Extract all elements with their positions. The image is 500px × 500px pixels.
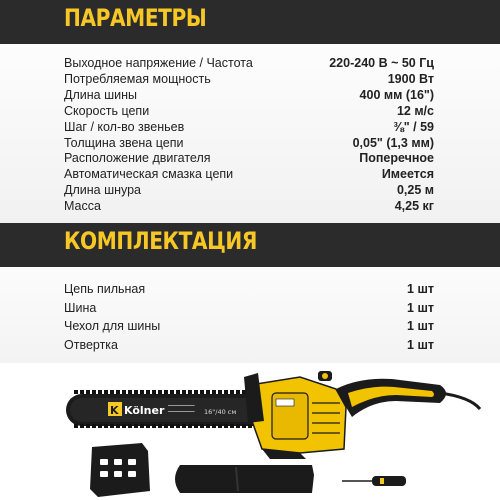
chain-tooth (146, 390, 150, 394)
chain-tooth (74, 390, 78, 394)
svg-text:═══════════: ═══════════ (168, 403, 195, 408)
chain-tooth (200, 424, 204, 428)
chain-tooth (218, 424, 222, 428)
chain-tooth (230, 424, 234, 428)
chain-tooth (218, 390, 222, 394)
spec-value: Поперечное (359, 151, 434, 166)
chain-tooth (164, 424, 168, 428)
chain-tooth (122, 424, 126, 428)
power-cord (440, 393, 480, 409)
spec-label: Выходное напряжение / Частота (64, 56, 253, 70)
kit-item-row (0, 282, 500, 298)
chain-tooth (80, 424, 84, 428)
kit-item-row (0, 319, 500, 335)
chain-tooth (176, 390, 180, 394)
spec-row (0, 183, 500, 199)
chain-tooth (176, 424, 180, 428)
kit-item-value: 1 шт (407, 282, 434, 296)
spec-row (0, 120, 500, 136)
chain-tooth (182, 424, 186, 428)
chain-tooth (80, 390, 84, 394)
chain-tooth (224, 424, 228, 428)
chain-tooth (206, 424, 210, 428)
kit-item-row (0, 301, 500, 317)
guide-bar (66, 390, 268, 428)
params-header (0, 0, 500, 44)
kit-item-value: 1 шт (407, 319, 434, 333)
chain-tooth (116, 390, 120, 394)
kit-title: КОМПЛЕКТАЦИЯ (64, 227, 257, 255)
bar-length-marking: 16"/40 см (204, 408, 237, 416)
spec-row (0, 151, 500, 167)
chain-tooth (158, 424, 162, 428)
spec-value: ⅜" / 59 (393, 119, 434, 134)
chain-tooth (236, 424, 240, 428)
spec-label: Потребляемая мощность (64, 71, 211, 86)
kit-item-label: Чехол для шины (64, 319, 161, 333)
kit-item-value: 1 шт (407, 300, 434, 315)
spec-value: 12 м/с (396, 103, 434, 118)
chain-tooth (92, 424, 96, 428)
product-image (0, 363, 500, 500)
chain-tooth (158, 390, 162, 394)
spec-value: 4,25 кг (394, 199, 434, 214)
chain-tooth (200, 390, 204, 394)
kit-item-label: Шина (64, 300, 97, 315)
chain-tooth (224, 390, 228, 394)
chain-tooth (104, 424, 108, 428)
svg-text:═══════════: ═══════════ (168, 409, 195, 414)
chain-tooth (74, 424, 78, 428)
spec-row (0, 136, 500, 152)
kit-item-value: 1 шт (407, 337, 434, 352)
chain-tooth (152, 390, 156, 394)
chain-tooth (194, 424, 198, 428)
spec-label: Длина шнура (64, 183, 142, 198)
chain-tooth (134, 424, 138, 428)
chain-tooth (98, 390, 102, 394)
chain-tooth (170, 424, 174, 428)
chain-tooth (128, 424, 132, 428)
kit-item-row (0, 338, 500, 354)
saw-body (244, 371, 480, 459)
chain-tooth (110, 390, 114, 394)
chain-tooth (110, 424, 114, 428)
spec-label: Автоматическая смазка цепи (64, 167, 234, 182)
chain-tooth (164, 390, 168, 394)
chain-tooth (140, 424, 144, 428)
spec-label: Длина шины (64, 87, 137, 102)
spec-value: 400 мм (16") (359, 87, 434, 102)
svg-text:K: K (110, 404, 119, 417)
spec-label: Шаг / кол-во звеньев (64, 119, 185, 134)
spec-value: 0,25 м (396, 183, 434, 198)
brand-logo: Kölner (124, 404, 165, 417)
kit-header (0, 223, 500, 267)
spec-value: Имеется (381, 167, 434, 182)
chain-tooth (92, 390, 96, 394)
chain-tooth (242, 424, 246, 428)
bumper-plate (90, 443, 150, 497)
chain-tooth (140, 390, 144, 394)
chain-tooth (188, 424, 192, 428)
chain-tooth (182, 390, 186, 394)
chain-tooth (98, 424, 102, 428)
chain-tooth (122, 390, 126, 394)
spec-row (0, 167, 500, 183)
chain-tooth (152, 424, 156, 428)
chain-tooth (236, 390, 240, 394)
spec-row (0, 72, 500, 88)
chain-tooth (104, 390, 108, 394)
chain-tooth (146, 424, 150, 428)
spec-label: Расположение двигателя (64, 151, 211, 166)
chain-tooth (194, 390, 198, 394)
kit-item-label: Отвертка (64, 337, 118, 352)
chain-tooth (206, 390, 210, 394)
chain-tooth (128, 390, 132, 394)
chain-tooth (86, 390, 90, 394)
kit-item-label: Цепь пильная (64, 282, 146, 296)
chain-tooth (188, 390, 192, 394)
chain-tooth (170, 390, 174, 394)
chain-tooth (212, 390, 216, 394)
spec-row (0, 88, 500, 104)
screwdriver (342, 476, 406, 486)
spec-value: 0,05" (1,3 мм) (352, 135, 434, 150)
spec-label: Толщина звена цепи (64, 135, 184, 150)
chainsaw-illustration (0, 363, 500, 500)
chain-tooth (230, 390, 234, 394)
spec-row (0, 56, 500, 72)
bar-cover (175, 465, 314, 493)
spec-label: Скорость цепи (64, 103, 150, 118)
spec-label: Масса (64, 199, 101, 214)
spec-value: 220-240 В ~ 50 Гц (329, 56, 434, 70)
params-title: ПАРАМЕТРЫ (64, 4, 207, 32)
chain-tooth (212, 424, 216, 428)
chain-tooth (134, 390, 138, 394)
chain-tooth (86, 424, 90, 428)
chain-tooth (116, 424, 120, 428)
spec-row (0, 199, 500, 215)
chain-tooth (248, 424, 252, 428)
spec-value: 1900 Вт (387, 71, 434, 86)
spec-row (0, 104, 500, 120)
